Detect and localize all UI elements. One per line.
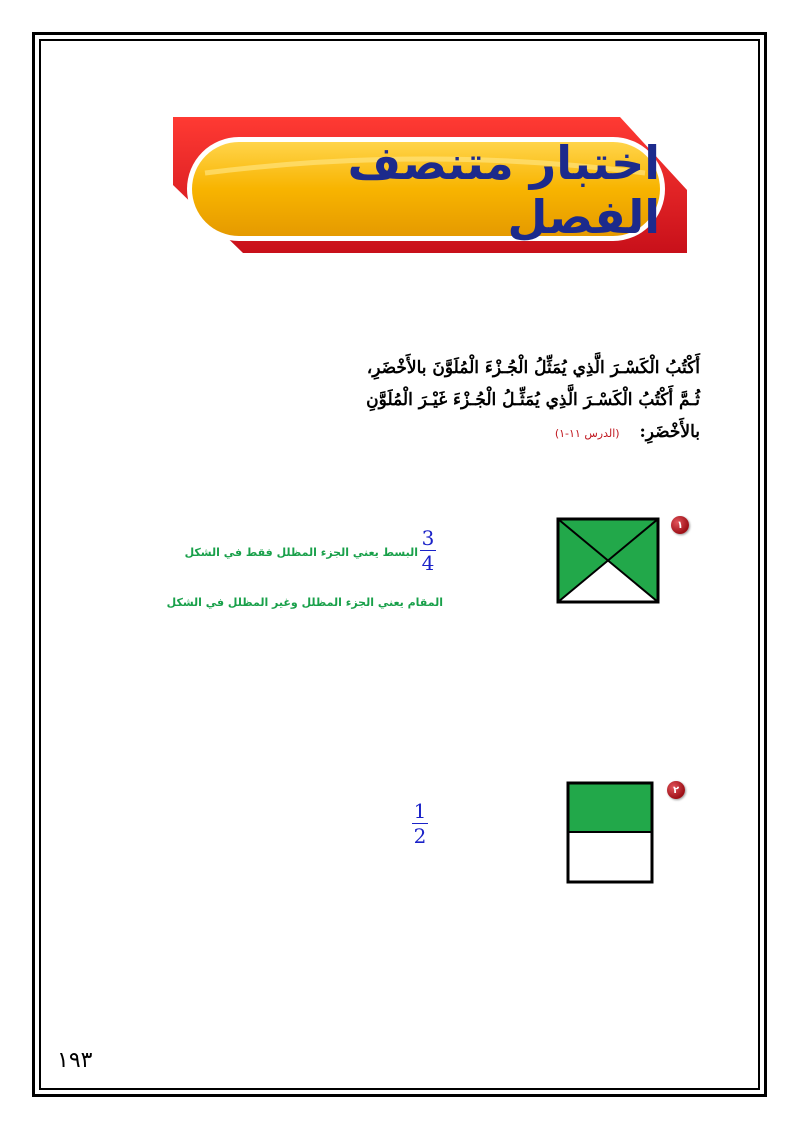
instruction-line-3-text: بالأَخْضَرِ: (639, 422, 700, 442)
page-title: اختبار متنصف الفصل (347, 136, 660, 244)
question-2-denominator: 2 (413, 824, 427, 848)
question-2-badge: ٢ (667, 781, 685, 799)
question-2-shape-rectangle-halves (566, 781, 654, 884)
question-1-numerator: 3 (421, 526, 435, 550)
question-1-fraction (420, 527, 436, 574)
note-denominator-meaning: المقام يعني الجزء المظلل وغير المظلل في الشكل (166, 596, 443, 609)
instruction-line-1: أَكْتُبُ الْكَسْـرَ الَّذِي يُمَثِّلُ الْجُـزْءَ الْمُلَوَّنَ بالأَخْضَرِ، (366, 358, 700, 378)
instruction-line-3 (360, 416, 700, 450)
instruction-line-2: ثُـمَّ أَكْتُبُ الْكَسْـرَ الَّذِي يُمَثِّـلُ الْجُـزْءَ غَيْـرَ الْمُلَوَّنِ (366, 390, 700, 410)
note-numerator-meaning: البسط يعني الجزء المظلل فقط في الشكل (184, 546, 418, 559)
page-number: ١٩٣ (57, 1048, 93, 1073)
question-1-badge: ١ (671, 516, 689, 534)
question-1-shape-square-quarters (556, 517, 660, 604)
question-2-fraction (412, 800, 428, 847)
question-1-denominator: 4 (421, 551, 435, 575)
instructions-block (360, 352, 700, 450)
lesson-reference: (الدرس ١١-١) (554, 427, 620, 440)
question-2-numerator: 1 (413, 799, 427, 823)
